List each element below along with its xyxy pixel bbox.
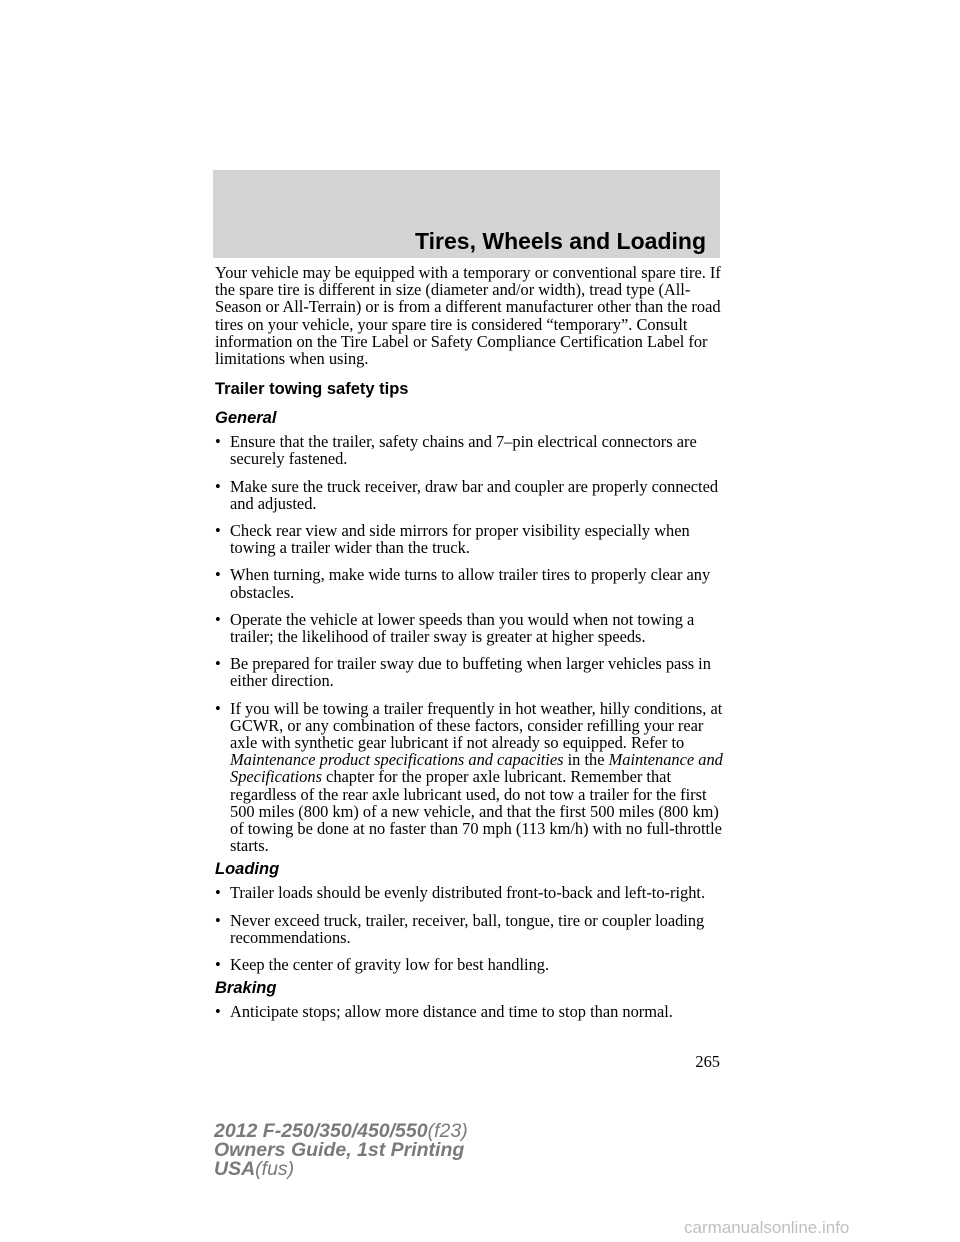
bullet-icon: • (215, 565, 221, 585)
maintenance-chapter-reference: Maintenance and Specifications (230, 750, 723, 787)
list-item: • Keep the center of gravity low for best handling. (215, 955, 550, 975)
list-item: • Check rear view and side mirrors for proper visibility especially when towing a trailer wider than the truck. (215, 521, 690, 558)
list-item: • Never exceed truck, trailer, receiver, ball, tongue, tire or coupler loading recommendations. (215, 910, 705, 947)
braking-list (215, 1003, 723, 1020)
bullet-icon: • (215, 955, 221, 975)
bullet-icon: • (215, 698, 221, 718)
list-item: • Trailer loads should be evenly distributed front-to-back and left-to-right. (215, 883, 706, 903)
print-footer (214, 1122, 468, 1179)
bullet-icon: • (215, 883, 221, 903)
section-header-band (213, 170, 720, 258)
footer-market-line: USA(fus) (214, 1158, 295, 1180)
page-number: 265 (695, 1052, 720, 1071)
page-content (215, 264, 723, 1031)
section-title: Tires, Wheels and Loading (415, 228, 706, 254)
list-item: • Ensure that the trailer, safety chains and 7–pin electrical connectors are securely fastened. (215, 432, 697, 469)
list-item: • Operate the vehicle at lower speeds than you would when not towing a trailer; the likelihood of trailer sway is greater at higher speeds. (215, 609, 695, 647)
bullet-icon: • (215, 521, 221, 541)
general-heading: General (215, 409, 277, 428)
list-item: • Make sure the truck receiver, draw bar and coupler are properly connected and adjusted. (215, 476, 719, 513)
loading-list (215, 884, 723, 973)
list-item: • Anticipate stops; allow more distance and time to stop than normal. (215, 1002, 673, 1022)
list-item: • Be prepared for trailer sway due to buffeting when larger vehicles pass in either direction. (215, 654, 711, 691)
footer-edition-line: Owners Guide, 1st Printing (214, 1139, 465, 1161)
bullet-icon: • (215, 476, 221, 496)
list-item: • If you will be towing a trailer frequently in hot weather, hilly conditions, at GCWR, or any combination of these factors, consider refilling your rear axle with synthetic gear lubricant if not already so equipped. Refer to Maintenance product specifications and capacities in the Maintenance and Specifications chapter for the proper axle lubricant. Remember that regardless of the rear axle lubricant used, do not tow a trailer for the first 500 miles (800 km) of a new vehicle, and that the first 500 miles (800 km) of towing be done at no faster than 70 mph (113 km/h) with no full-throttle starts. (215, 698, 723, 856)
footer-model-line: 2012 F-250/350/450/550(f23) (214, 1120, 468, 1142)
bullet-icon: • (215, 432, 221, 452)
bullet-icon: • (215, 910, 221, 930)
bullet-icon: • (215, 1002, 221, 1022)
watermark: carmanualsonline.info (684, 1218, 850, 1237)
braking-heading: Braking (215, 979, 277, 998)
towing-tips-heading: Trailer towing safety tips (215, 380, 409, 399)
list-item: • When turning, make wide turns to allow trailer tires to properly clear any obstacles. (215, 565, 711, 602)
bullet-icon: • (215, 654, 221, 674)
intro-paragraph: Your vehicle may be equipped with a temporary or conventional spare tire. If the spare tire is different in size (diameter and/or width), tread type (All-Season or All-Terrain) or is from a different manufacturer other than the road tires on your vehicle, your spare tire is considered “temporary”. Consult information on the Tire Label or Safety Compliance Certification Label for limitations when using. (215, 263, 721, 369)
bullet-icon: • (215, 609, 221, 629)
general-list (215, 433, 723, 854)
loading-heading: Loading (215, 860, 280, 879)
maintenance-capacities-reference: Maintenance product specifications and capacities (230, 750, 564, 770)
axle-lubricant-text-1: If you will be towing a trailer frequently in hot weather, hilly conditions, at GCWR, or any combination of these factors, consider refilling your rear axle with synthetic gear lubricant if not already so equipped. Refer to (230, 698, 723, 753)
